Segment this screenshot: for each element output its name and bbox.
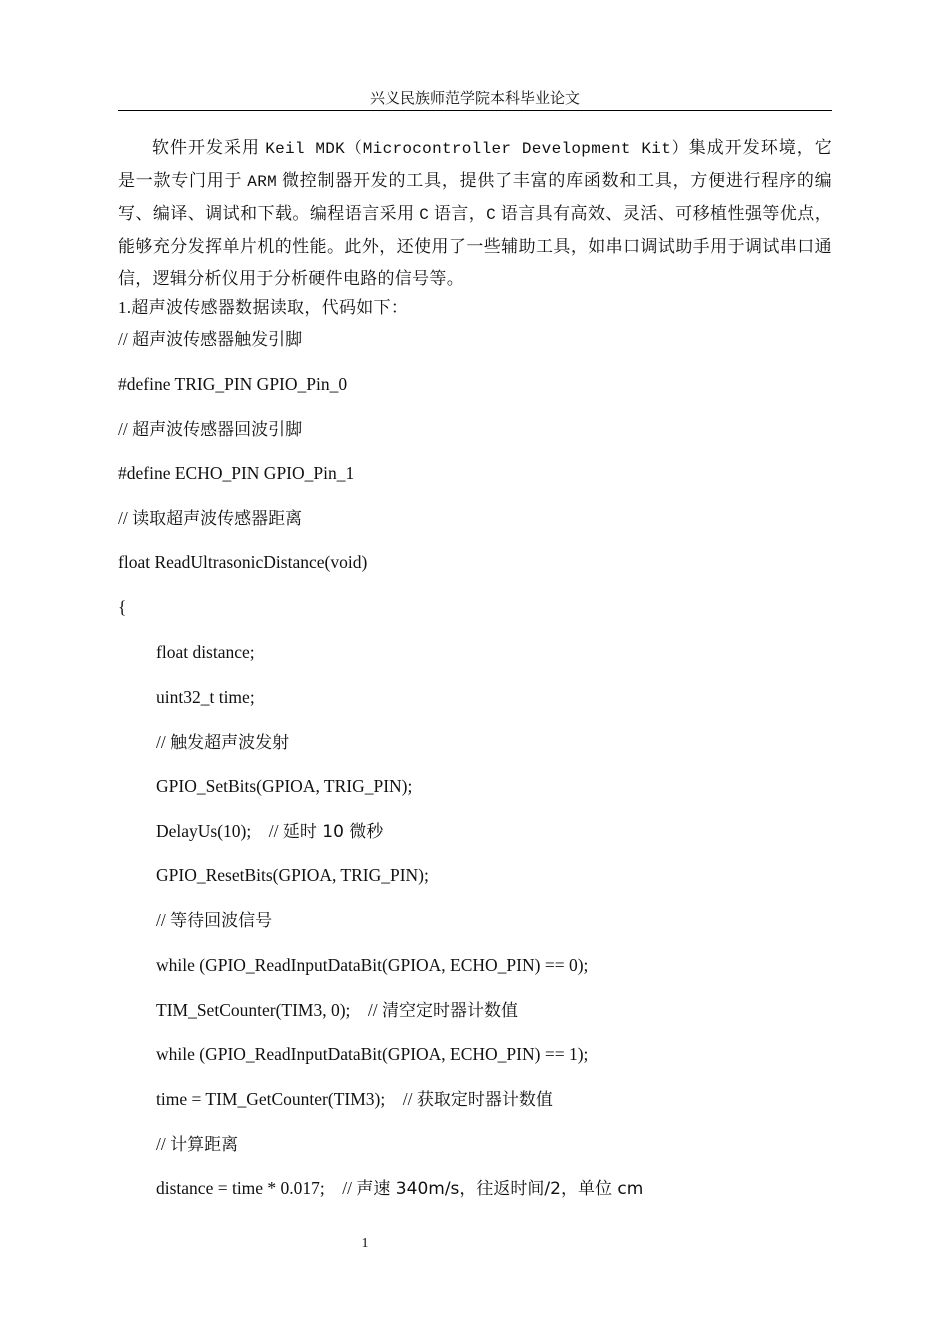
code-line: #define TRIG_PIN GPIO_Pin_0 — [118, 374, 348, 394]
code-line: while (GPIO_ReadInputDataBit(GPIOA, ECHO_PIN) == 1); — [156, 1044, 589, 1064]
code-line: time = TIM_GetCounter(TIM3); // 获取定时器计数值 — [156, 1089, 553, 1110]
code-line: float ReadUltrasonicDistance(void) — [118, 552, 368, 572]
code-line: TIM_SetCounter(TIM3, 0); // 清空定时器计数值 — [156, 1000, 519, 1021]
code-line: { — [118, 597, 127, 617]
code-line: DelayUs(10); // 延时 10 微秒 — [156, 821, 384, 842]
code-line: float distance; — [156, 642, 255, 662]
paragraph-term: Keil MDK（Microcontroller Development Kit） — [265, 140, 689, 158]
code-line: // 读取超声波传感器距离 — [118, 508, 303, 529]
code-line: // 等待回波信号 — [156, 910, 273, 931]
paragraph-term: C — [486, 206, 497, 224]
code-line: GPIO_SetBits(GPIOA, TRIG_PIN); — [156, 776, 413, 796]
paragraph-text: 软件开发采用 — [152, 138, 266, 157]
page-header — [118, 90, 832, 111]
code-line: // 触发超声波发射 — [156, 732, 290, 753]
code-line: uint32_t time; — [156, 687, 255, 707]
code-line: while (GPIO_ReadInputDataBit(GPIOA, ECHO_PIN) == 0); — [156, 955, 589, 975]
paragraph-term: ARM — [247, 173, 278, 191]
code-line: distance = time * 0.017; // 声速 340m/s，往返时间/2，单位 cm — [156, 1178, 644, 1199]
header-title: 兴义民族师范学院本科毕业论文 — [369, 91, 580, 107]
code-line: // 超声波传感器触发引脚 — [118, 329, 303, 350]
paragraph-text: 语言， — [429, 204, 487, 223]
page-number: 1 — [361, 1236, 369, 1251]
paragraph-term: C — [419, 206, 430, 224]
code-line: // 计算距离 — [156, 1134, 239, 1155]
code-line: // 超声波传感器回波引脚 — [118, 419, 303, 440]
paragraph-text: 语言具有高效、灵活、可移植性强等优点，能够充分发挥单片机的性能。此外，还使用了一些辅助工具，如串口调试助手用于调试串口通信，逻辑分析仪用于分析硬件电路的信号等。 — [118, 204, 833, 288]
paragraph-text: 微控制器开发的工具，提供了丰富的库函数和工具，方便进行程序的编写、编译、调试和下载。编程语言采用 — [118, 171, 832, 223]
body-paragraph — [118, 132, 832, 295]
code-line: #define ECHO_PIN GPIO_Pin_1 — [118, 463, 355, 483]
paragraph-text: 集成开发环境，它是一款专门用于 — [118, 138, 833, 190]
list-item-heading: 1.超声波传感器数据读取，代码如下： — [118, 298, 409, 317]
code-line: GPIO_ResetBits(GPIOA, TRIG_PIN); — [156, 865, 429, 885]
